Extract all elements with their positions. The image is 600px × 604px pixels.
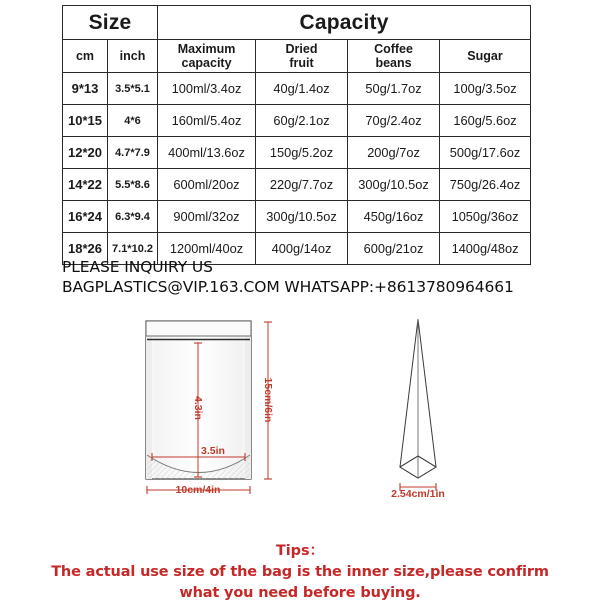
contact-info <box>62 258 562 298</box>
column-header-inch: inch <box>108 40 158 73</box>
column-header-dried-fruit-line2: fruit <box>289 56 314 70</box>
cell-sugar: 100g/3.5oz <box>440 73 531 105</box>
pouch-inner-width-label: 3.5in <box>201 445 225 457</box>
cell-inch: 7.1*10.2 <box>108 233 158 265</box>
cell-cm: 10*15 <box>63 105 108 137</box>
gusset-base-label: 2.54cm/1in <box>391 488 445 500</box>
cell-sugar: 500g/17.6oz <box>440 137 531 169</box>
table-row <box>63 73 531 105</box>
tips-line-1: The actual use size of the bag is the inner size,please confirm <box>51 563 549 580</box>
cell-sugar: 750g/26.4oz <box>440 169 531 201</box>
cell-cm: 14*22 <box>63 169 108 201</box>
table-body <box>63 73 531 265</box>
cell-inch: 4*6 <box>108 105 158 137</box>
size-capacity-table-container <box>62 5 530 265</box>
contact-inquiry-line: PLEASE INQUIRY US <box>62 258 213 276</box>
column-header-maximum-capacity-line1: Maximum <box>177 42 236 56</box>
group-header-capacity: Capacity <box>158 6 531 40</box>
cell-dried-fruit: 400g/14oz <box>256 233 348 265</box>
column-header-maximum-capacity <box>158 40 256 73</box>
contact-email-whatsapp-line: BAGPLASTICS@VIP.163.COM WHATSAPP:+8613780964661 <box>62 277 514 296</box>
cell-sugar: 160g/5.6oz <box>440 105 531 137</box>
cell-maximum-capacity: 400ml/13.6oz <box>158 137 256 169</box>
standup-pouch-diagram <box>146 321 274 496</box>
cell-maximum-capacity: 160ml/5.4oz <box>158 105 256 137</box>
cell-dried-fruit: 60g/2.1oz <box>256 105 348 137</box>
cell-coffee-beans: 300g/10.5oz <box>348 169 440 201</box>
table-sub-header-row <box>63 40 531 73</box>
table-row <box>63 169 531 201</box>
size-capacity-table <box>62 5 531 265</box>
pouch-height-label: 15cm/6in <box>262 377 274 423</box>
cell-inch: 3.5*5.1 <box>108 73 158 105</box>
column-header-coffee-beans-line1: Coffee <box>374 42 413 56</box>
cell-coffee-beans: 450g/16oz <box>348 201 440 233</box>
column-header-cm: cm <box>63 40 108 73</box>
column-header-coffee-beans-line2: beans <box>375 56 412 70</box>
bottom-gusset-diagram <box>391 319 445 500</box>
table-group-header-row <box>63 6 531 40</box>
table-row <box>63 105 531 137</box>
tips-line-2: what you need before buying. <box>179 584 421 601</box>
cell-dried-fruit: 150g/5.2oz <box>256 137 348 169</box>
cell-dried-fruit: 40g/1.4oz <box>256 73 348 105</box>
cell-cm: 18*26 <box>63 233 108 265</box>
pouch-inner-height-label: 4.3in <box>192 396 204 420</box>
cell-maximum-capacity: 600ml/20oz <box>158 169 256 201</box>
column-header-sugar: Sugar <box>440 40 531 73</box>
cell-dried-fruit: 220g/7.7oz <box>256 169 348 201</box>
column-header-maximum-capacity-line2: capacity <box>181 56 232 70</box>
diagrams-svg <box>0 305 600 520</box>
product-diagrams <box>0 305 600 520</box>
cell-cm: 12*20 <box>63 137 108 169</box>
table-row <box>63 201 531 233</box>
cell-maximum-capacity: 1200ml/40oz <box>158 233 256 265</box>
cell-coffee-beans: 70g/2.4oz <box>348 105 440 137</box>
cell-cm: 9*13 <box>63 73 108 105</box>
cell-sugar: 1050g/36oz <box>440 201 531 233</box>
cell-inch: 5.5*8.6 <box>108 169 158 201</box>
tips-section <box>0 541 600 604</box>
cell-inch: 4.7*7.9 <box>108 137 158 169</box>
column-header-dried-fruit-line1: Dried <box>285 42 318 56</box>
cell-maximum-capacity: 900ml/32oz <box>158 201 256 233</box>
pouch-width-label: 10cm/4in <box>175 484 221 496</box>
cell-cm: 16*24 <box>63 201 108 233</box>
tips-title: Tips： <box>275 543 325 559</box>
cell-maximum-capacity: 100ml/3.4oz <box>158 73 256 105</box>
cell-dried-fruit: 300g/10.5oz <box>256 201 348 233</box>
cell-coffee-beans: 50g/1.7oz <box>348 73 440 105</box>
group-header-size: Size <box>63 6 158 40</box>
column-header-dried-fruit <box>256 40 348 73</box>
cell-sugar: 1400g/48oz <box>440 233 531 265</box>
cell-coffee-beans: 200g/7oz <box>348 137 440 169</box>
table-row <box>63 137 531 169</box>
table-head <box>63 6 531 73</box>
pouch-header-strip <box>146 321 251 336</box>
cell-coffee-beans: 600g/21oz <box>348 233 440 265</box>
cell-inch: 6.3*9.4 <box>108 201 158 233</box>
column-header-coffee-beans <box>348 40 440 73</box>
